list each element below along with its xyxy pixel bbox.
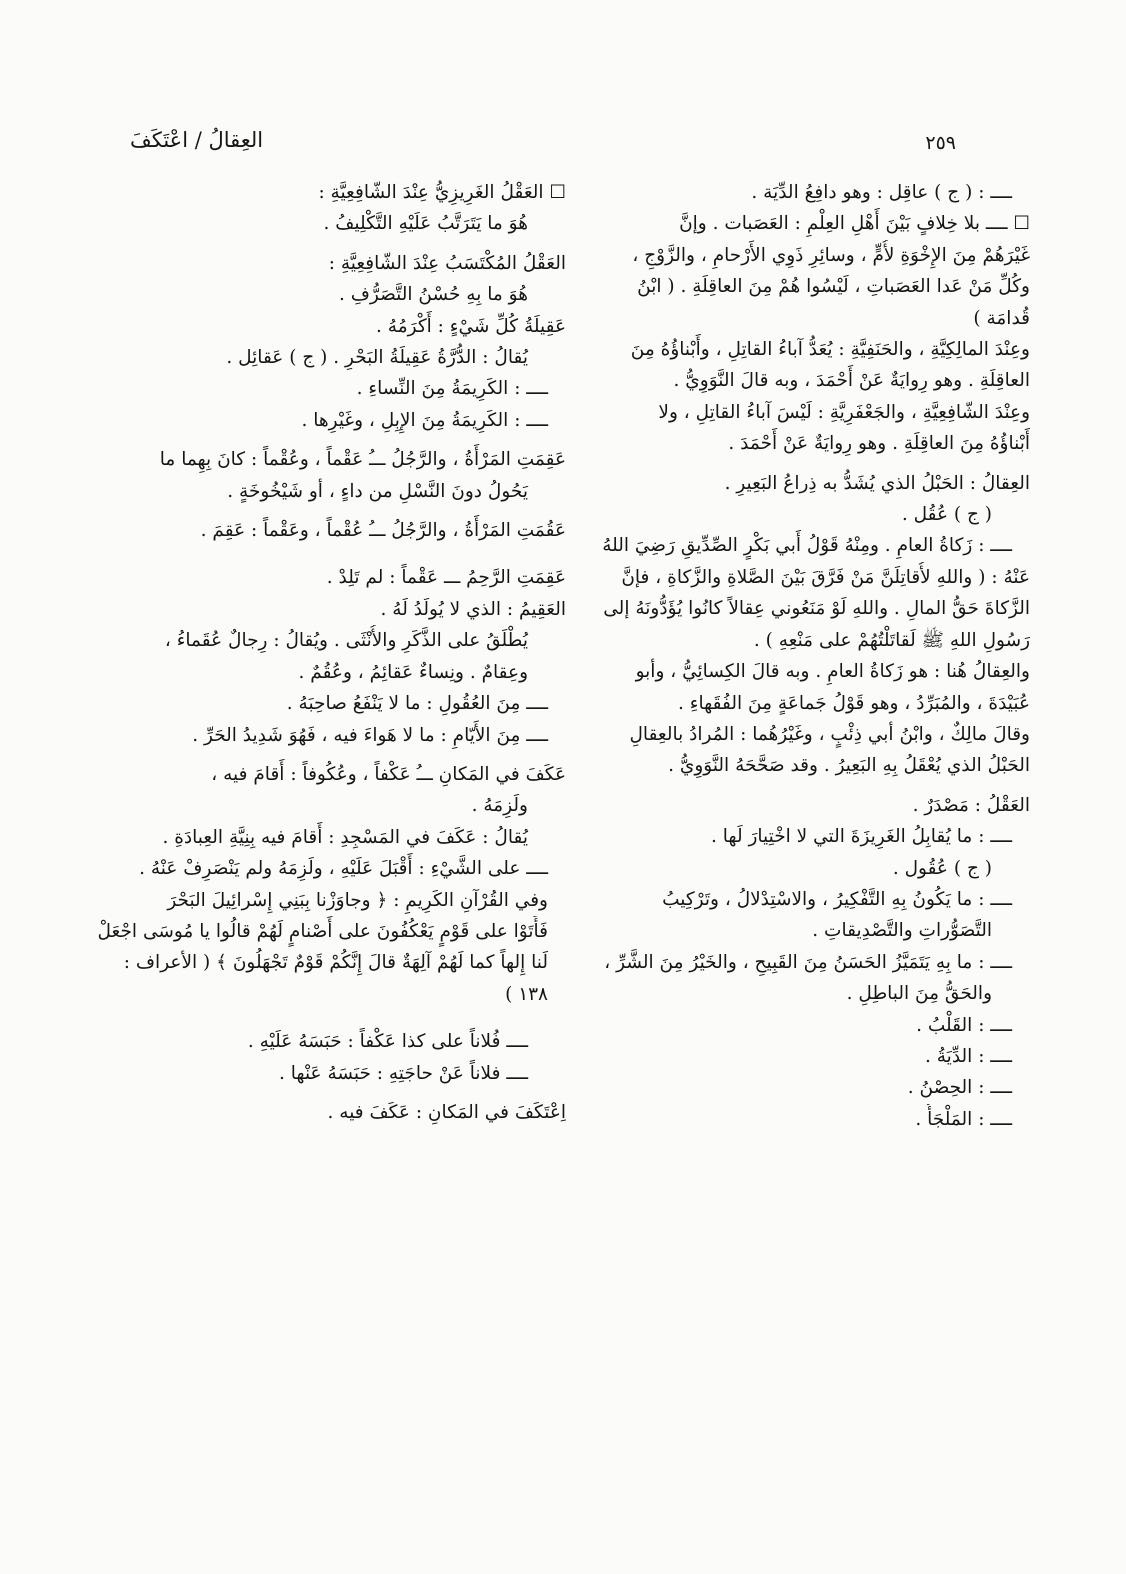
entry-line: لَنا إِلهاً كما لَهُمْ آلِهَةٌ قالَ إِنَّكُمْ قَوْمٌ تَجْهَلُونَ ﴾ ( الأعراف : — [123, 952, 548, 974]
entry-line: وكُلِّ مَنْ عَدا العَصَباتِ ، لَيْسُوا هُمْ مِنَ العاقِلَةِ . ( ابْنُ — [637, 276, 1030, 298]
entry-line: التَّصَوُّراتِ والتَّصْدِيقاتِ . — [812, 920, 992, 942]
entry-line: ــــ : القَلْبُ . — [916, 1014, 1012, 1036]
entry-line: فَأَتَوْا على قَوْمٍ يَعْكُفُونَ على أَصْنامٍ لَهُمْ قالُوا يا مُوسَى اجْعَلْ — [98, 920, 548, 942]
entry-line: العِقالُ : الحَبْلُ الذي يُشَدُّ به ذِراعُ البَعِيرِ . — [724, 472, 1030, 494]
entry-line: العَقْلُ : مَصْدَرٌ . — [912, 794, 1030, 816]
entry-line: ــــ فُلاناً على كذا عَكْفاً : حَبَسَهُ عَلَيْهِ . — [247, 1031, 528, 1053]
entry-line: عَقُمَتِ المَرْأَةُ ، والرَّجُلُ ـــُ عُقْماً ، وعَقْماً : عَقِمَ . — [200, 520, 566, 542]
entry-line: ( ج ) عُقُل . — [901, 504, 992, 526]
entry-line: رَسُولِ اللهِ ﷺ لَقاتَلْتُهُمْ على مَنْعِهِ ) . — [753, 629, 1030, 651]
entry-line: ــــ : ( ج ) عاقِل : وهو دافِعُ الدِّيَة . — [751, 182, 1012, 203]
entry-line: ــــ : زَكاةُ العامِ . ومِنْهُ قَوْلُ أَبي بَكْرٍ الصِّدِّيقِ رَضِيَ اللهُ — [602, 535, 1012, 557]
entry-line: وعِقامٌ . ونِساءٌ عَقائِمُ ، وعُقُمٌ . — [298, 661, 528, 683]
entry-line: غَيْرَهُمْ مِنَ الإِخْوَةِ لأُمٍّ ، وسائِرِ ذَوِي الأَرْحامِ ، والزَّوْجِ ، — [632, 244, 1030, 266]
entry-line: عَقِمَتِ الرَّحِمُ ـــ عَقْماً : لم تَلِدْ . — [326, 567, 566, 589]
entry-line: يُقالُ : عَكَفَ في المَسْجِدِ : أَقامَ فيه بِنِيَّةِ العِبادَةِ . — [162, 826, 528, 848]
entry-line: وعِنْدَ المالِكِيَّةِ ، والحَنَفِيَّةِ : يُعَدُّ آباءُ القاتِلِ ، وأَبْناؤُهُ مِنَ — [630, 339, 1030, 361]
entry-line: ــــ : الكَرِيمَةُ مِنَ النِّساءِ . — [356, 378, 548, 400]
entry-line: وفي القُرْآنِ الكَرِيمِ : ﴿ وجاوَزْنا بِبَنِي إِسْرائِيلَ البَحْرَ — [167, 889, 548, 911]
entry-line: عَقِمَتِ المَرْأَةُ ، والرَّجُلُ ـــُ عَقْماً ، وعُقْماً : كانَ بِهِما ما — [159, 449, 566, 471]
entry-line: أَبْناؤُهُ مِنَ العاقِلَةِ . وهو رِوايَةٌ عَنْ أَحْمَدَ . — [728, 433, 1030, 455]
entry-line: ــــ على الشَّيْءِ : أَقْبَلَ عَلَيْهِ ، ولَزِمَهُ ولم يَنْصَرِفْ عَنْهُ . — [139, 858, 548, 880]
entry-line: ــــ : ما يَكُونُ بِهِ التَّفْكِيرُ ، والاسْتِدْلالُ ، وتَرْكِيبُ — [662, 888, 1012, 910]
entry-line: اِعْتَكَفَ في المَكانِ : عَكَفَ فيه . — [327, 1101, 566, 1123]
entry-line: يُطْلَقُ على الذَّكَرِ والأُنْثَى . ويُقالُ : رِجالٌ عُقَماءُ ، — [164, 630, 528, 652]
entry-line: الزَّكاةَ حَقُّ المالِ . واللهِ لَوْ مَنَعُوني عِقالاً كانُوا يُؤَدُّونَهُ إلى — [603, 598, 1030, 620]
entry-line: عَكَفَ في المَكانِ ـــُ عَكْفاً ، وعُكُوفاً : أَقامَ فيه ، — [211, 763, 566, 785]
running-head: العِقالُ / اعْتَكَفَ — [130, 128, 264, 152]
right-column — [552, 177, 1030, 1135]
entry-line: ــــ مِنَ الأَيّامِ : ما لا هَواءَ فيه ، فَهُوَ شَدِيدُ الحَرِّ . — [192, 724, 548, 746]
entry-line: والحَقُّ مِنَ الباطِلِ . — [846, 983, 992, 1005]
page-number: ٢٥٩ — [925, 132, 956, 154]
entry-line: عَقِيلَةُ كُلِّ شَيْءٍ : أَكْرَمُهُ . — [376, 315, 566, 337]
entry-line: هُوَ ما بِهِ حُسْنُ التَّصَرُّفِ . — [338, 284, 528, 306]
entry-line: عَنْهُ : ( واللهِ لأُقاتِلَنَّ مَنْ فَرَّقَ بَيْنَ الصَّلاةِ والزَّكاةِ ، فإنَّ — [621, 566, 1030, 588]
entry-line: ــــ : ما يُقابِلُ الغَرِيزَةَ التي لا اخْتِيارَ لَها . — [711, 826, 1012, 848]
entry-line: العاقِلَةِ . وهو رِوايَةٌ عَنْ أَحْمَدَ ، وبه قالَ النَّوَوِيُّ . — [673, 370, 1030, 392]
entry-line: وعِنْدَ الشّافِعِيَّةِ ، والجَعْفَرِيَّةِ : لَيْسَ آباءُ القاتِلِ ، ولا — [658, 401, 1030, 423]
entry-line: والعِقالُ هُنا : هو زَكاةُ العامِ . وبه قالَ الكِسائِيُّ ، وأبو — [635, 661, 1030, 683]
entry-line: ☐ العَقْلُ الغَرِيزِيُّ عِنْدَ الشّافِعِيَّةِ : — [318, 182, 566, 203]
entry-line: ــــ : ما بِهِ يَتَمَيَّزُ الحَسَنُ مِنَ القَبِيحِ ، والخَيْرُ مِنَ الشَّرِّ ، — [604, 951, 1012, 973]
entry-line: ــــ : الدِّيَةُ . — [925, 1045, 1012, 1067]
entry-line: العَقْلُ المُكْتَسَبُ عِنْدَ الشّافِعِيَّةِ : — [328, 252, 566, 274]
entry-line: يُقالُ : الدُّرَّةُ عَقِيلَةُ البَحْرِ . ( ج ) عَقائِل . — [226, 347, 528, 369]
entry-line: ــــ : الحِصْنُ . — [907, 1077, 1012, 1099]
entry-line: ــــ فلاناً عَنْ حاجَتِهِ : حَبَسَهُ عَنْها . — [279, 1062, 528, 1084]
entry-line: ١٣٨ ) — [505, 983, 548, 1005]
entry-line: يَحُولُ دونَ النَّسْلِ من داءٍ ، أو شَيْخُوخَةٍ . — [227, 480, 528, 502]
entry-line: ولَزِمَهُ . — [471, 795, 528, 817]
entry-line: ــــ مِنَ العُقُولِ : ما لا يَنْفَعُ صاحِبَهُ . — [286, 693, 548, 715]
entry-line: ــــ : المَلْجَأُ . — [915, 1108, 1012, 1130]
left-column — [98, 177, 566, 1128]
entry-line: هُوَ ما يَتَرَتَّبُ عَلَيْهِ التَّكْلِيفُ . — [323, 213, 528, 235]
entry-line: عُبَيْدَةَ ، والمُبَرِّدُ ، وهو قَوْلُ جَماعَةٍ مِنَ الفُقَهاءِ . — [678, 692, 1030, 714]
entry-line: ــــ : الكَرِيمَةُ مِنَ الإِبِلِ ، وغَيْرِها . — [301, 409, 548, 431]
entry-line: الحَبْلُ الذي يُعْقَلُ بِهِ البَعِيرُ . وقد صَحَّحَهُ النَّوَوِيُّ . — [668, 755, 1030, 777]
entry-line: قُدامَة ) — [973, 307, 1030, 329]
entry-line: ☐ ــــ بلا خِلافٍ بَيْنَ أَهْلِ العِلْمِ : العَصَبات . وإنَّ — [679, 213, 1030, 235]
entry-line: وقالَ مالِكٌ ، وابْنُ أبي ذِئْبٍ ، وغَيْرُهُما : المُرادُ بالعِقالِ — [629, 723, 1030, 745]
entry-line: ( ج ) عُقُول . — [892, 857, 992, 879]
entry-line: العَقِيمُ : الذي لا يُولَدُ لَهُ . — [380, 598, 566, 620]
